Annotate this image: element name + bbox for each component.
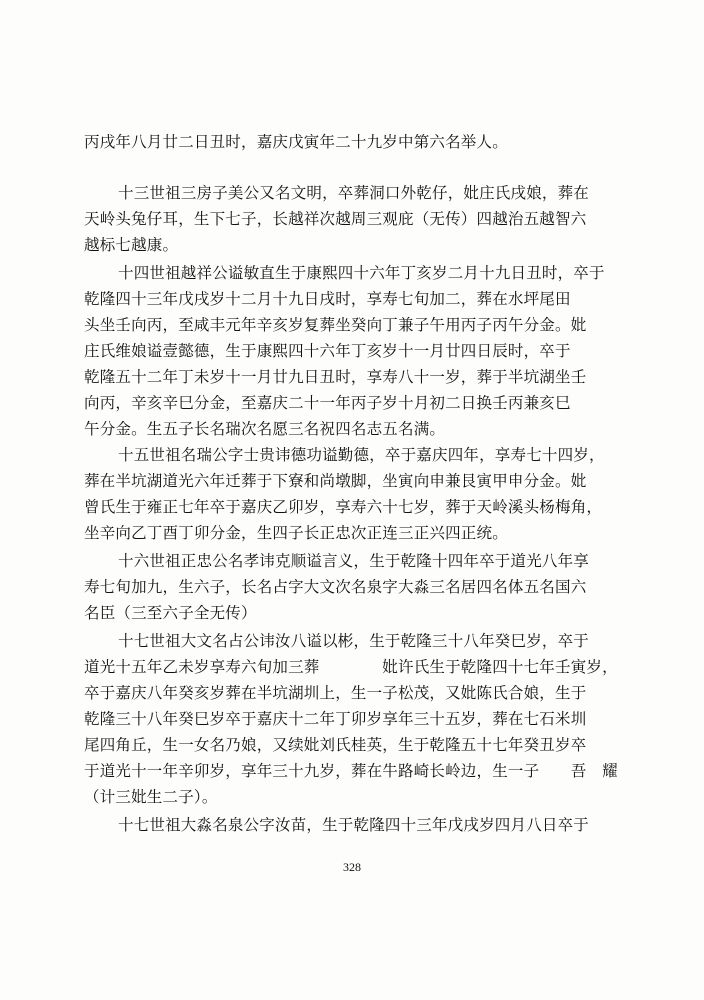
text-line: 庄氏维娘谥壹懿德，生于康熙四十六年丁亥岁十一月廿四日辰时，卒于	[84, 342, 571, 360]
text-line: 曾氏生于雍正七年卒于嘉庆乙卯岁，享寿六十七岁，葬于天岭溪头杨梅角，	[84, 498, 603, 516]
text-line: 十七世祖大淼名泉公字汝苗，生于乾隆四十三年戊戌岁四月八日卒于	[118, 816, 590, 834]
text-line: 十三世祖三房子美公又名文明，卒葬洞口外乾仔，妣庄氏戌娘，葬在	[118, 184, 590, 202]
page-number: 328	[343, 860, 361, 874]
text-line: 丙戌年八月廿二日丑时，嘉庆戊寅年二十九岁中第六名举人。	[84, 133, 508, 151]
text-line: 尾四角丘，生一女名乃娘，又续妣刘氏桂英，生于乾隆五十七年癸丑岁卒	[84, 736, 587, 754]
text-line: 越标七越康。	[84, 236, 179, 254]
text-line: 道光十五年乙未岁享寿六旬加三葬 妣许氏生于乾隆四十七年壬寅岁，	[84, 658, 618, 676]
text-line: 十六世祖正忠公名孝讳克顺谥言义，生于乾隆十四年卒于道光八年享	[118, 552, 590, 570]
text-line: 于道光十一年辛卯岁，享年三十九岁，葬在牛路崎长岭边，生一子 吾 耀	[84, 762, 618, 780]
text-line: 头坐壬向丙，至咸丰元年辛亥岁复葬坐癸向丁兼子午用丙子丙午分金。妣	[84, 316, 587, 334]
text-line: 寿七旬加九，生六子，长名占字大文次名泉字大淼三名居四名体五名国六	[84, 578, 587, 596]
text-line: 乾隆四十三年戊戌岁十二月十九日戌时，享寿七旬加二，葬在水坪尾田	[84, 290, 571, 308]
text-line: 十五世祖名瑞公字士贵讳德功谥勤德，卒于嘉庆四年，享寿七十四岁，	[118, 446, 605, 464]
text-line: 乾隆三十八年癸巳岁卒于嘉庆十二年丁卯岁享年三十五岁，葬在七石米圳	[84, 710, 587, 728]
text-line: 名臣（三至六子全无传）	[84, 604, 257, 622]
text-line: （计三妣生二子）。	[84, 788, 218, 806]
text-line: 向丙，辛亥辛巳分金，至嘉庆二十一年丙子岁十月初二日换壬丙兼亥巳	[84, 394, 571, 412]
text-line: 午分金。生五子长名瑞次名愿三名祝四名志五名满。	[84, 420, 446, 438]
text-line: 坐辛向乙丁酉丁卯分金，生四子长正忠次正连三正兴四正统。	[84, 524, 508, 542]
text-line: 卒于嘉庆八年癸亥岁葬在半坑湖圳上，生一子松茂，又妣陈氏合娘，生于	[84, 684, 587, 702]
text-line: 十四世祖越祥公谥敏直生于康熙四十六年丁亥岁二月十九日丑时，卒于	[118, 264, 605, 282]
text-line: 乾隆五十二年丁未岁十一月廿九日丑时，享寿八十一岁，葬于半坑湖坐壬	[84, 368, 587, 386]
text-line: 葬在半坑湖道光六年迁葬于下寮和尚墩脚，坐寅向申兼艮寅甲申分金。妣	[84, 472, 587, 490]
text-line: 天岭头兔仔耳，生下七子，长越祥次越周三观庇（无传）四越治五越智六	[84, 210, 587, 228]
text-line: 十七世祖大文名占公讳汝八谥以彬，生于乾隆三十八年癸巳岁，卒于	[118, 632, 590, 650]
